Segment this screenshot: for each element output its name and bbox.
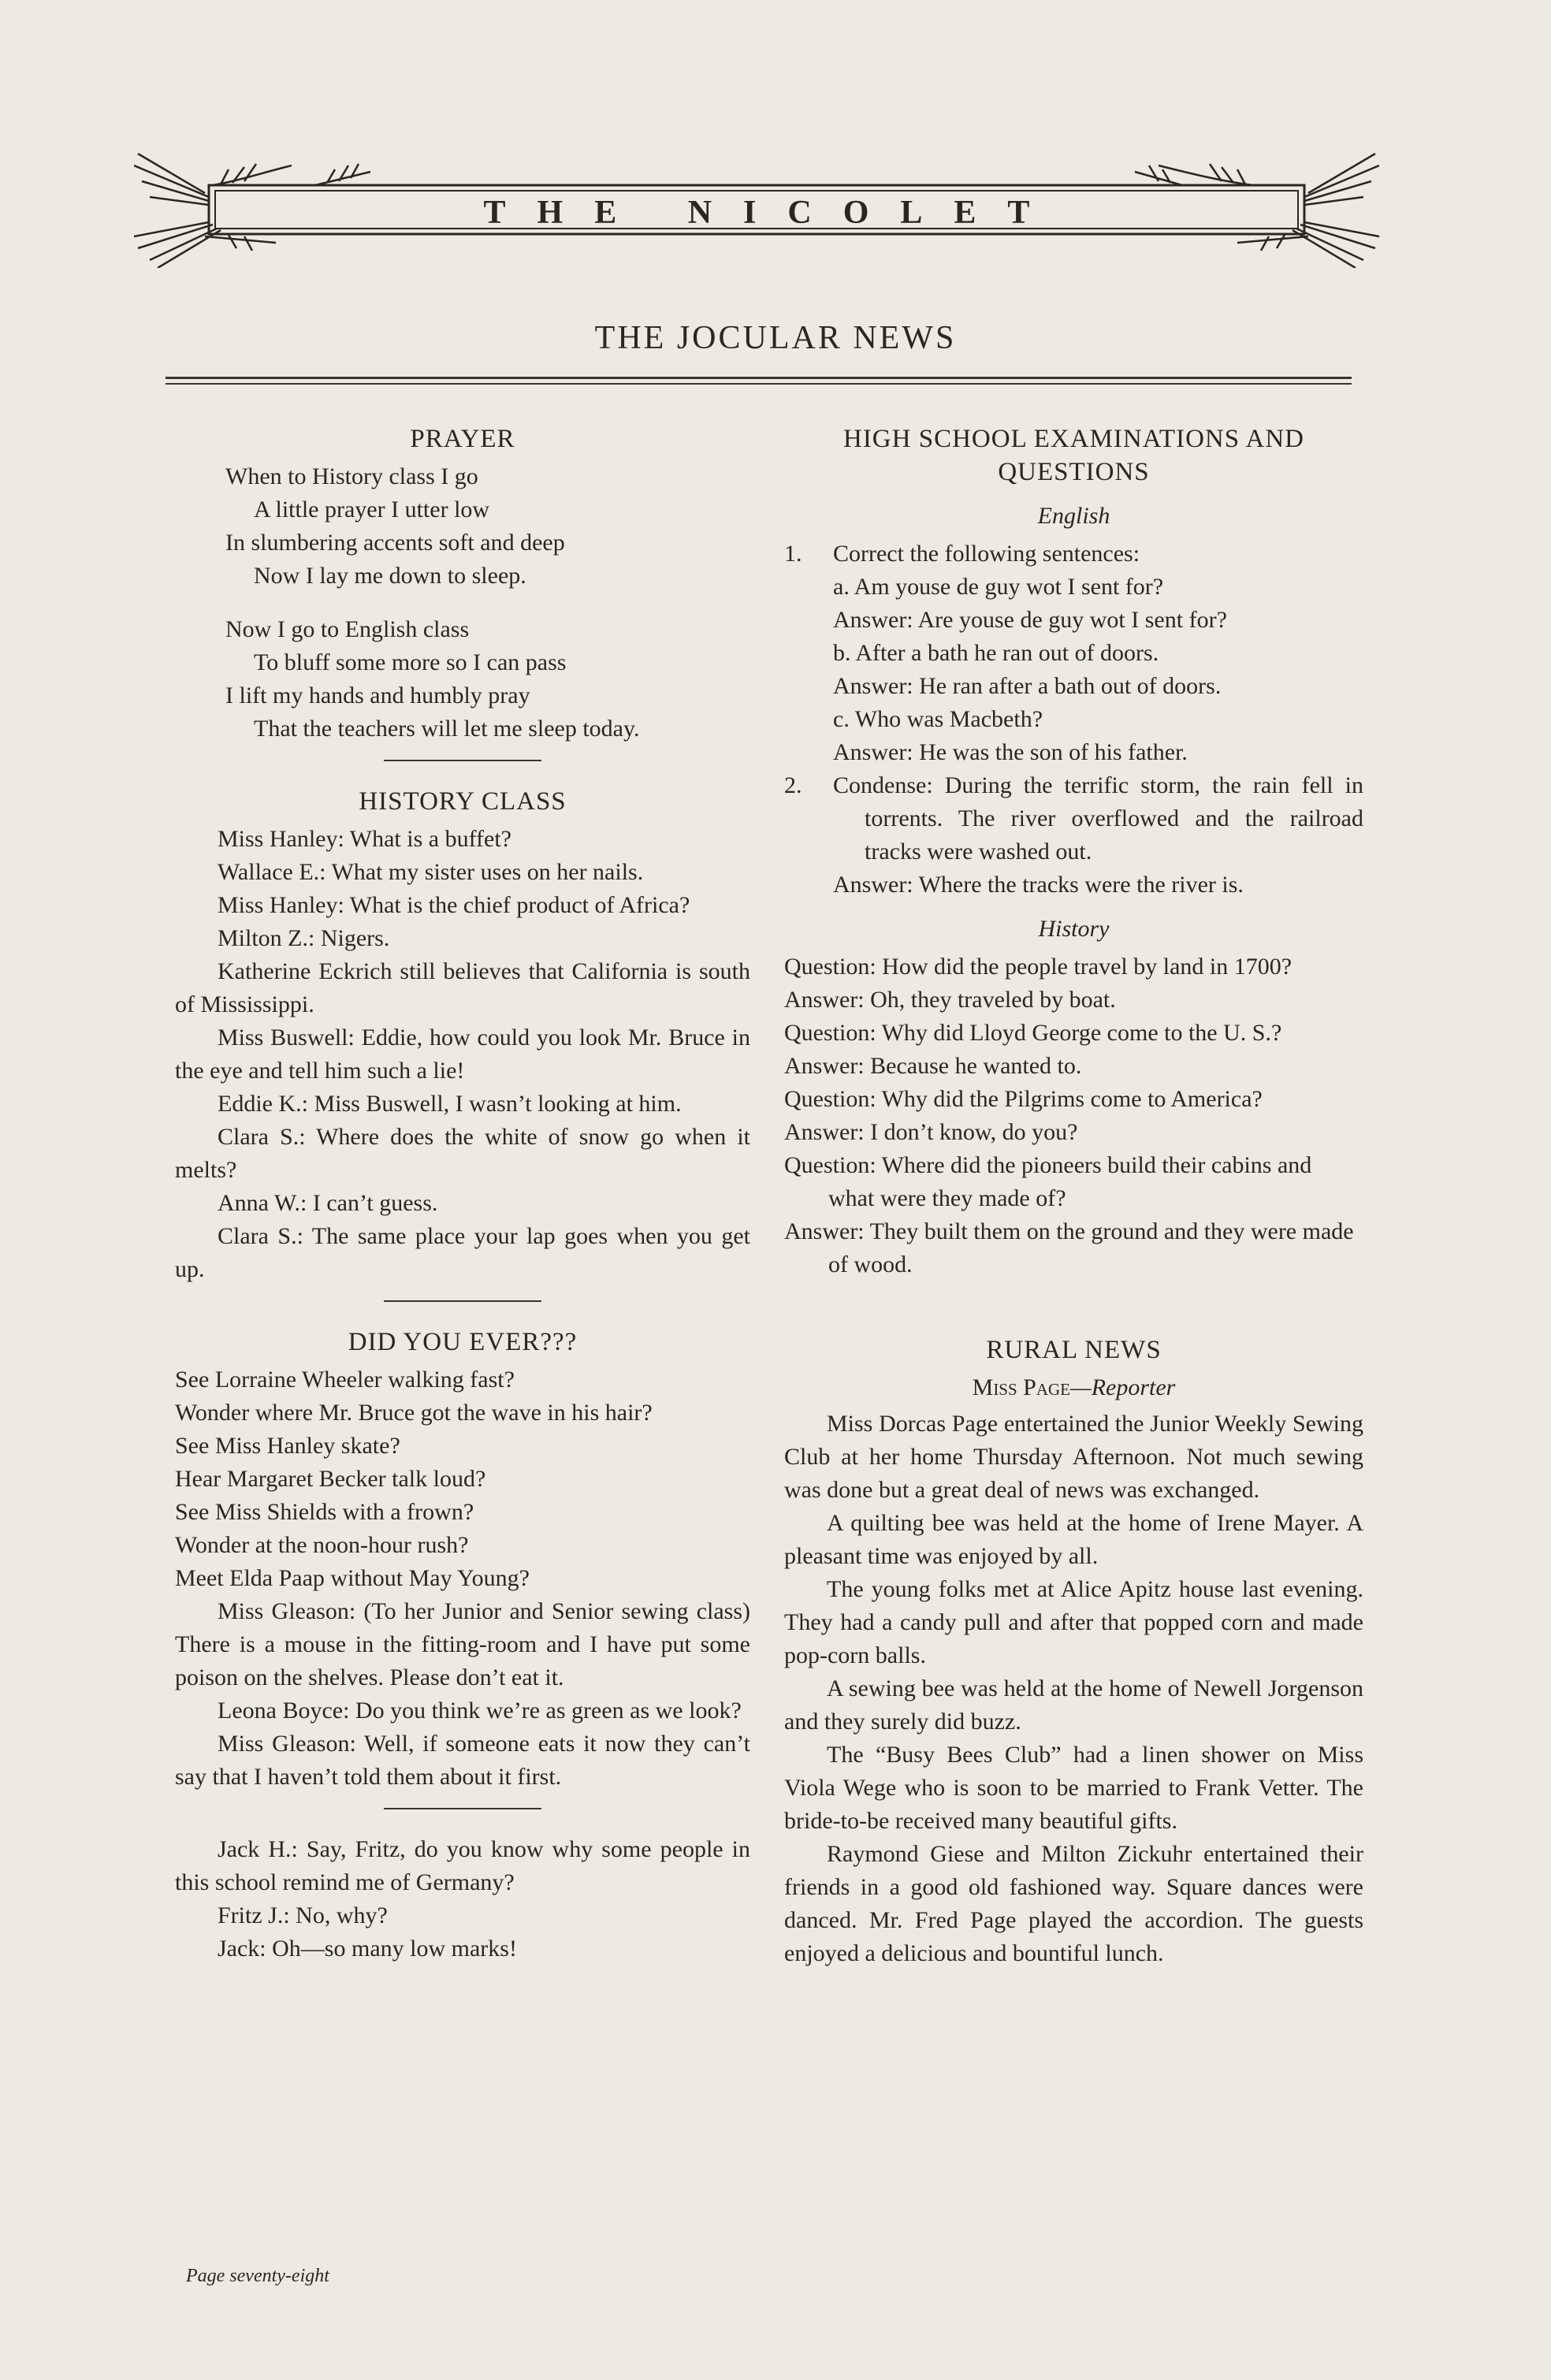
joke-line: Fritz J.: No, why? — [218, 1902, 388, 1928]
news-paragraph: Miss Dorcas Page entertained the Junior Weekly Sewing Club at her home Thursday Afternoon. Not much sewing was done but a great deal of news was exchanged. — [784, 1411, 1363, 1503]
item-text: Condense: During the terrific storm, the rain fell in torrents. The river overflowed and the railroad tracks were washed out. — [833, 772, 1363, 865]
reporter-role: —Reporter — [1070, 1374, 1176, 1400]
prayer-stanza-1 — [175, 460, 750, 593]
dialogue-line: Eddie K.: Miss Buswell, I wasn’t looking at him. — [218, 1091, 682, 1117]
qa-line: Question: Why did the Pilgrims come to America? — [784, 1086, 1263, 1112]
item-line: Answer: Where the tracks were the river is. — [833, 872, 1244, 898]
dialogue-line: Anna W.: I can’t guess. — [218, 1190, 438, 1216]
news-paragraph: The “Busy Bees Club” had a linen shower on Miss Viola Wege who is soon to be married to Frank Vetter. The bride-to-be received many beautiful gifts. — [784, 1742, 1363, 1834]
news-paragraph: A quilting bee was held at the home of Irene Mayer. A pleasant time was enjoyed by all. — [784, 1510, 1363, 1569]
prayer-stanza-2 — [175, 613, 750, 746]
masthead-title: THE NICOLET — [483, 195, 1062, 231]
dialogue-line: Miss Buswell: Eddie, how could you look Mr. Bruce in the eye and tell him such a lie! — [175, 1025, 750, 1084]
spacer — [784, 1281, 1363, 1329]
prayer-title: PRAYER — [410, 425, 515, 453]
qa-line: Answer: Oh, they traveled by boat. — [784, 987, 1116, 1013]
dialogue-line: Milton Z.: Nigers. — [218, 925, 390, 951]
item-line: Answer: Are youse de guy wot I sent for? — [833, 607, 1227, 633]
list-item: Wonder where Mr. Bruce got the wave in his hair? — [175, 1400, 653, 1426]
dialogue-line: Clara S.: Where does the white of snow go when it melts? — [175, 1124, 750, 1183]
item-number: 2. — [784, 772, 802, 798]
history-class-title: HISTORY CLASS — [359, 787, 567, 816]
exam-item-2 — [784, 769, 1363, 902]
item-line: b. After a bath he ran out of doors. — [833, 640, 1159, 666]
poem-line: I lift my hands and humbly pray — [225, 682, 530, 708]
dialogue-line: Miss Hanley: What is a buffet? — [218, 826, 511, 852]
list-item: Meet Elda Paap without May Young? — [175, 1565, 530, 1591]
title-double-rule — [166, 377, 1352, 385]
poem-line: When to History class I go — [225, 463, 478, 489]
dialogue-line: Katherine Eckrich still believes that California is south of Mississippi. — [175, 958, 750, 1017]
news-paragraph: A sewing bee was held at the home of Newell Jorgenson and they surely did buzz. — [784, 1675, 1363, 1735]
joke-line: Jack H.: Say, Fritz, do you know why some people in this school remind me of Germany? — [175, 1836, 750, 1895]
poem-line: Now I go to English class — [225, 616, 470, 642]
section-divider — [384, 1300, 541, 1302]
rural-news-title: RURAL NEWS — [986, 1336, 1162, 1364]
did-you-ever-title: DID YOU EVER??? — [348, 1328, 578, 1356]
exam-item-1 — [784, 537, 1363, 769]
item-number: 1. — [784, 541, 802, 567]
poem-line: A little prayer I utter low — [254, 496, 490, 522]
dialogue-line: Miss Hanley: What is the chief product of Africa? — [218, 892, 690, 918]
section-divider — [384, 1808, 541, 1809]
qa-line: Question: Where did the pioneers build their cabins and what were they made of? — [784, 1152, 1312, 1211]
dialogue-line: Leona Boyce: Do you think we’re as green as we look? — [218, 1698, 742, 1724]
list-item: See Lorraine Wheeler walking fast? — [175, 1367, 515, 1393]
qa-line: Answer: Because he wanted to. — [784, 1053, 1082, 1079]
reporter-byline — [784, 1371, 1363, 1404]
qa-line: Answer: I don’t know, do you? — [784, 1119, 1078, 1145]
item-line: Answer: He was the son of his father. — [833, 739, 1188, 765]
qa-line: Question: Why did Lloyd George come to the U. S.? — [784, 1020, 1282, 1046]
list-item: Wonder at the noon-hour rush? — [175, 1532, 469, 1558]
item-line: c. Who was Macbeth? — [833, 706, 1043, 732]
dialogue-line: Wallace E.: What my sister uses on her nails. — [218, 859, 644, 885]
qa-line: Answer: They built them on the ground and they were made of wood. — [784, 1218, 1354, 1277]
joke-line: Jack: Oh—so many low marks! — [218, 1936, 517, 1962]
right-column — [784, 418, 1363, 1970]
dialogue-line: Miss Gleason: Well, if someone eats it now they can’t say that I haven’t told them about it first. — [175, 1731, 750, 1790]
reporter-name: Miss Page — [972, 1374, 1071, 1400]
qa-line: Question: How did the people travel by land in 1700? — [784, 954, 1292, 980]
left-column — [175, 418, 750, 1965]
history-subtitle: History — [1038, 916, 1110, 942]
section-divider — [384, 760, 541, 761]
item-line: a. Am youse de guy wot I sent for? — [833, 574, 1164, 600]
news-paragraph: Raymond Giese and Milton Zickuhr entertained their friends in a good old fashioned way. Square dances were danced. Mr. Fred Page played the accordion. The guests enjoyed a delicious and bountiful lunch. — [784, 1841, 1363, 1966]
exams-title: HIGH SCHOOL EXAMINATIONS AND QUESTIONS — [842, 425, 1305, 486]
dialogue-line: Clara S.: The same place your lap goes when you get up. — [175, 1223, 750, 1282]
page-number: Page seventy-eight — [186, 2266, 329, 2286]
masthead — [134, 150, 1379, 268]
poem-line: To bluff some more so I can pass — [254, 649, 567, 675]
list-item: Hear Margaret Becker talk loud? — [175, 1466, 486, 1492]
page-title: THE JOCULAR NEWS — [594, 320, 957, 356]
dialogue-line: Miss Gleason: (To her Junior and Senior sewing class) There is a mouse in the fitting-room and I have put some poison on the shelves. Please don’t eat it. — [175, 1598, 750, 1690]
english-subtitle: English — [1037, 503, 1110, 529]
poem-line: In slumbering accents soft and deep — [225, 530, 565, 556]
poem-line: That the teachers will let me sleep today. — [254, 716, 640, 742]
list-item: See Miss Shields with a frown? — [175, 1499, 474, 1525]
news-paragraph: The young folks met at Alice Apitz house last evening. They had a candy pull and after that popped corn and made pop-corn balls. — [784, 1576, 1363, 1668]
item-text: Correct the following sentences: — [833, 541, 1140, 567]
list-item: See Miss Hanley skate? — [175, 1433, 400, 1459]
item-line: Answer: He ran after a bath out of doors. — [833, 673, 1222, 699]
poem-line: Now I lay me down to sleep. — [254, 563, 526, 589]
